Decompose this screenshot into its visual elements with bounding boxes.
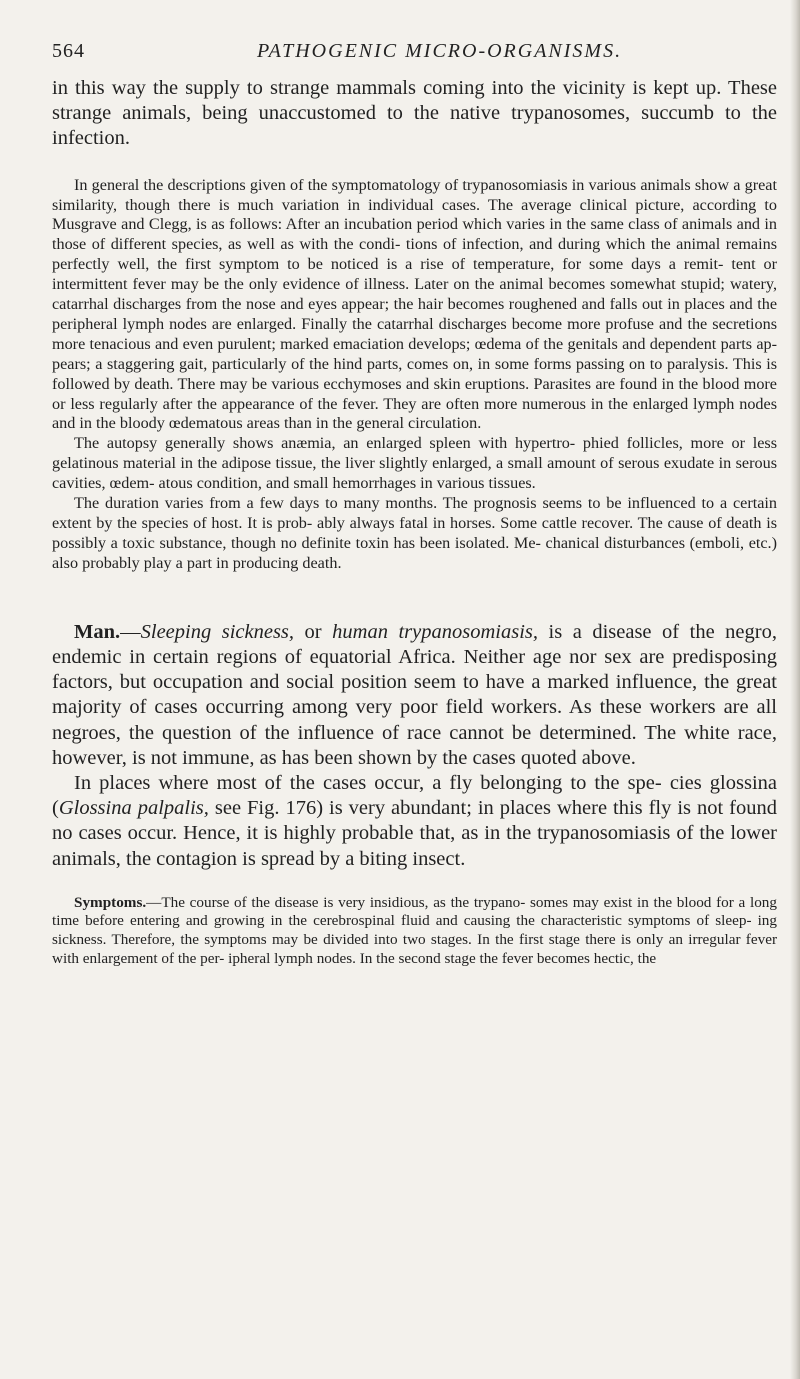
paragraph-symptoms (52, 894, 777, 968)
paragraph-general: In general the descriptions given of the symptomatology of trypanosomiasis in various animals show a great similarity, though there is much variation in individual cases. The average clinical picture, according to Musgrave and Clegg, is as follows: After an incubation period which varies in the same class of animals and in those of different species, as well as with the condi- tions of infection, and during which the animal remains perfectly well, the first symptom to be noticed is a rise of temperature, for some days a remit- tent or intermittent fever may be the only evidence of illness. Later on the animal becomes somewhat stupid; watery, catarrhal discharges from the nose and eyes appear; the hair becomes roughened and falls out in places and the peripheral lymph nodes are enlarged. Finally the catarrhal discharges become more profuse and the secretions more tenacious and even purulent; marked emaciation develops; œdema of the genitals and dependent parts ap- pears; a staggering gait, particularly of the hind parts, comes on, in some forms passing on to paralysis. This is followed by death. There may be various ecchymoses and skin eruptions. Parasites are found in the blood more or less regularly after the appearance of the fever. They are often more numerous in the enlarged lymph nodes and in the bloody œdematous areas than in the general circulation. (52, 175, 777, 433)
man-heading: Man. (74, 620, 121, 643)
man-text: is a disease of the negro, endemic in certain regions of equatorial Africa. Neither age nor sex are predisposing factors, but occupation and social position seem to have a marked influence, the great majority of cases occurring among very poor field workers. As these workers are all negroes, the question of the influence of race cannot be determined. The white race, however, is not immune, as has been shown by the cases quoted above. (52, 620, 777, 769)
man-or: or (294, 620, 333, 643)
symptoms-heading: Symptoms. (74, 893, 147, 911)
page-header (52, 40, 777, 70)
paragraph-autopsy: The autopsy generally shows anæmia, an enlarged spleen with hypertro- phied follicles, more or less gelatinous material in the adipose tissue, the liver slightly enlarged, a small amount of serous exudate in serous cavities, œdem- atous condition, and small hemorrhages in various tissues. (52, 434, 777, 493)
page-number: 564 (52, 40, 85, 62)
running-title: PATHOGENIC MICRO-ORGANISMS. (257, 40, 623, 62)
term-sleeping-sickness: Sleeping sickness, (140, 620, 295, 643)
term-glossina-palpalis: Glossina palpalis, (58, 797, 209, 820)
man-dash: — (120, 620, 141, 643)
paragraph-glossina (52, 771, 777, 872)
glossina-text-b: see Fig. 176) is very abundant; in places where this fly is not found no cases occur. Hence, it is highly probable that, as in the trypanosomiasis of the lower animals, the contagion is spread by a biting insect. (52, 797, 777, 870)
paragraph-man (52, 620, 777, 771)
glossina-text-a: In places where most of the cases occur, a fly belonging to the spe- cies glossina ( (52, 771, 777, 820)
book-page (52, 40, 777, 968)
paragraph-intro: in this way the supply to strange mammals coming into the vicinity is kept up. These strange animals, being unaccustomed to the native trypanosomes, succumb to the infection. (52, 77, 777, 150)
page-edge-shadow (790, 0, 800, 1379)
symptoms-text: —The course of the disease is very insidious, as the trypano- somes may exist in the blood for a long time before entering and growing in the cerebrospinal fluid and causing the characteristic symptoms of sleep- ing sickness. Therefore, the symptoms may be divided into two stages. In the first stage there is only an irregular fever with enlargement of the per- ipheral lymph nodes. In the second stage the fever becomes hectic, the (52, 893, 777, 967)
term-human-trypanosomiasis: human trypanosomiasis, (332, 620, 538, 643)
paragraph-duration: The duration varies from a few days to many months. The prognosis seems to be influenced to a certain extent by the species of host. It is prob- ably always fatal in horses. Some cattle recover. The cause of death is possibly a toxic substance, though no definite toxin has been isolated. Me- chanical disturbances (emboli, etc.) also probably play a part in producing death. (52, 494, 777, 572)
